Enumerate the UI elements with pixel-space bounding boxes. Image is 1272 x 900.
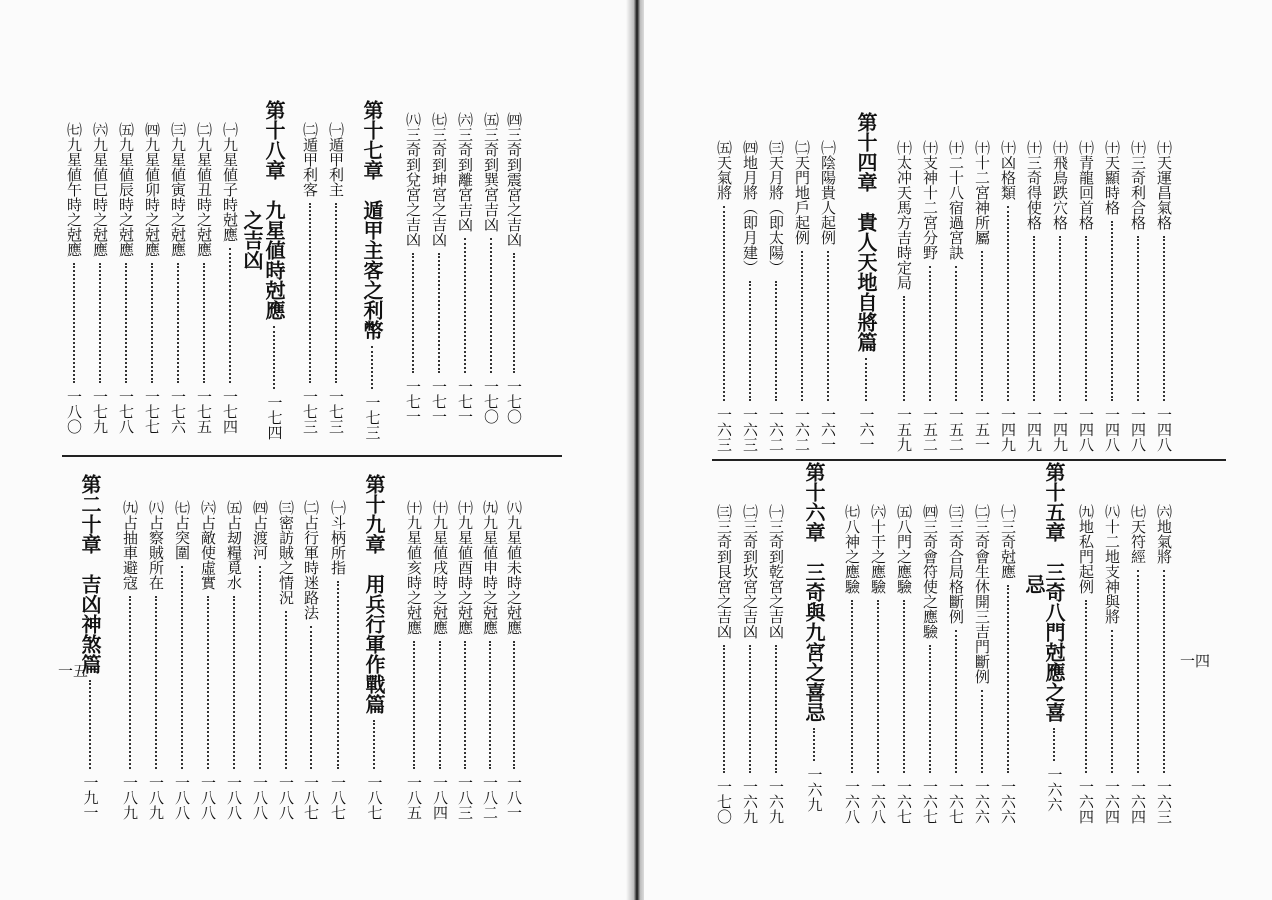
toc-entry: ㈤占刼糧覓水 一八八 (225, 500, 243, 820)
toc-entry: ㈠三奇到乾宮之吉凶 一六九 (767, 504, 785, 824)
left-page (0, 0, 634, 900)
chapter-heading: 第十七章 遁甲主客之利幣 一七三 (360, 100, 384, 440)
right-divider (712, 459, 1226, 461)
toc-entry: ㈧十二地支神與將 一六四 (1103, 504, 1121, 824)
toc-entry: ㈩三奇利合格 一四八 (1129, 140, 1147, 452)
toc-entry: ㈩九星値亥時之尅應 一八五 (405, 500, 423, 820)
toc-entry: ㈦三奇到坤宮之吉凶 一七一 (430, 112, 448, 424)
toc-entry: ㈩飛鳥跌穴格 一四九 (1051, 140, 1069, 452)
toc-entry: ㈦天符經 一六四 (1129, 504, 1147, 824)
toc-entry: ㈧三奇到兌宮之吉凶 一七一 (404, 112, 422, 424)
page-number: 一五 (58, 662, 89, 680)
toc-entry: ㈩天顯時格 一四八 (1103, 140, 1121, 452)
toc-entry: ㈤三奇到巽宮吉凶 一七〇 (482, 112, 500, 424)
toc-entry: ㈠三奇尅應 一六六 (999, 504, 1017, 824)
toc-entry: ㈥九星値巳時之尅應 一七九 (91, 122, 109, 434)
toc-entry: ㈠九星値子時尅應 一七四 (221, 122, 239, 434)
page-number: 一四 (1180, 652, 1211, 670)
toc-entry: ㈦九星値午時之尅應 一八〇 (65, 122, 83, 434)
right-page (644, 0, 1272, 900)
toc-entry: ㈤天氣將 一六三 (715, 140, 733, 452)
toc-entry: ㈣三奇會符使之應驗 一六七 (921, 504, 939, 824)
toc-entry: ㈤八門之應驗 一六七 (895, 504, 913, 824)
toc-entry: ㈥占敵使虛實 一八八 (199, 500, 217, 820)
toc-entry: ㈥三奇到離宮吉凶 一七一 (456, 112, 474, 424)
toc-entry: ㈨占抽車避寇 一八九 (121, 500, 139, 820)
chapter-heading-cont: 之吉凶 (240, 210, 264, 270)
toc-entry: ㈠遁甲利主 一七三 (327, 122, 345, 434)
toc-entry: ㈩二十八宿過宮訣 一五二 (947, 140, 965, 452)
chapter-heading: 第十四章 貴人天地自將篇 一六一 (854, 112, 878, 452)
toc-entry: ㈩三奇得使格 一四九 (1025, 140, 1043, 452)
toc-entry: ㈠陰陽貴人起例 一六一 (819, 140, 837, 452)
chapter-heading: 第二十章 吉凶神煞篇 一九一 (78, 474, 102, 820)
toc-entry: ㈢三奇合局格斷例 一六七 (947, 504, 965, 824)
toc-entry: ㈢天月將（即太陽） 一六二 (767, 140, 785, 452)
toc-entry: ㈡天門地戶起例 一六二 (793, 140, 811, 452)
toc-entry: ㈧占察賊所在 一八九 (147, 500, 165, 820)
toc-entry: ㈡三奇到坎宮之吉凶 一六九 (741, 504, 759, 824)
toc-entry: ㈩九星値戌時之尅應 一八四 (431, 500, 449, 820)
toc-entry: ㈢九星値寅時之尅應 一七六 (169, 122, 187, 434)
toc-entry: ㈩十二宮神所屬 一五一 (973, 140, 991, 452)
chapter-heading: 第十九章 用兵行軍作戰篇 一八七 (362, 474, 386, 820)
toc-entry: ㈩天運昌氣格 一四八 (1155, 140, 1173, 452)
toc-entry: ㈡三奇會生休開三吉門斷例 一六六 (973, 504, 991, 824)
left-divider (62, 455, 562, 457)
toc-entry: ㈠斗柄所指 一八七 (329, 500, 347, 820)
toc-entry: ㈣地月將（即月建） 一六三 (741, 140, 759, 452)
toc-entry: ㈦占突圍 一八八 (173, 500, 191, 820)
toc-entry: ㈩太冲天馬方吉時定局 一五九 (895, 140, 913, 452)
toc-entry: ㈢三奇到艮宮之吉凶 一七〇 (715, 504, 733, 824)
chapter-heading: 第十六章 三奇與九宮之喜忌 一六九 (802, 462, 826, 812)
toc-entry: ㈡占行軍時迷路法 一八七 (302, 500, 320, 820)
toc-entry: ㈡遁甲利客 一七三 (301, 122, 319, 434)
toc-entry: ㈨九星値申時之尅應 一八二 (481, 500, 499, 820)
toc-entry: ㈥十干之應驗 一六八 (869, 504, 887, 824)
toc-entry: ㈦八神之應驗 一六八 (843, 504, 861, 824)
toc-entry: ㈩凶格類 一四九 (999, 140, 1017, 452)
toc-entry: ㈥地氣將 一六三 (1155, 504, 1173, 824)
toc-entry: ㈩九星値酉時之尅應 一八三 (456, 500, 474, 820)
chapter-heading: 第十八章 九星値時尅應 一七四 (262, 100, 286, 440)
toc-entry: ㈡九星値丑時之尅應 一七五 (195, 122, 213, 434)
toc-entry: ㈩青龍回首格 一四八 (1077, 140, 1095, 452)
toc-entry: ㈣三奇到震宮之吉凶 一七〇 (505, 112, 523, 424)
toc-entry: ㈢密訪賊之情況 一八八 (277, 500, 295, 820)
toc-entry: ㈧九星値未時之尅應 一八一 (505, 500, 523, 820)
toc-entry: ㈣九星値卯時之尅應 一七七 (143, 122, 161, 434)
chapter-heading-cont: 忌 (1022, 574, 1046, 594)
toc-entry: ㈤九星値辰時之尅應 一七八 (117, 122, 135, 434)
toc-entry: ㈩支神十二宮分野 一五二 (921, 140, 939, 452)
chapter-heading: 第十五章 三奇八門尅應之喜 一六六 (1042, 462, 1066, 812)
toc-entry: ㈨地私門起例 一六四 (1077, 504, 1095, 824)
toc-entry: ㈣占渡河 一八八 (251, 500, 269, 820)
